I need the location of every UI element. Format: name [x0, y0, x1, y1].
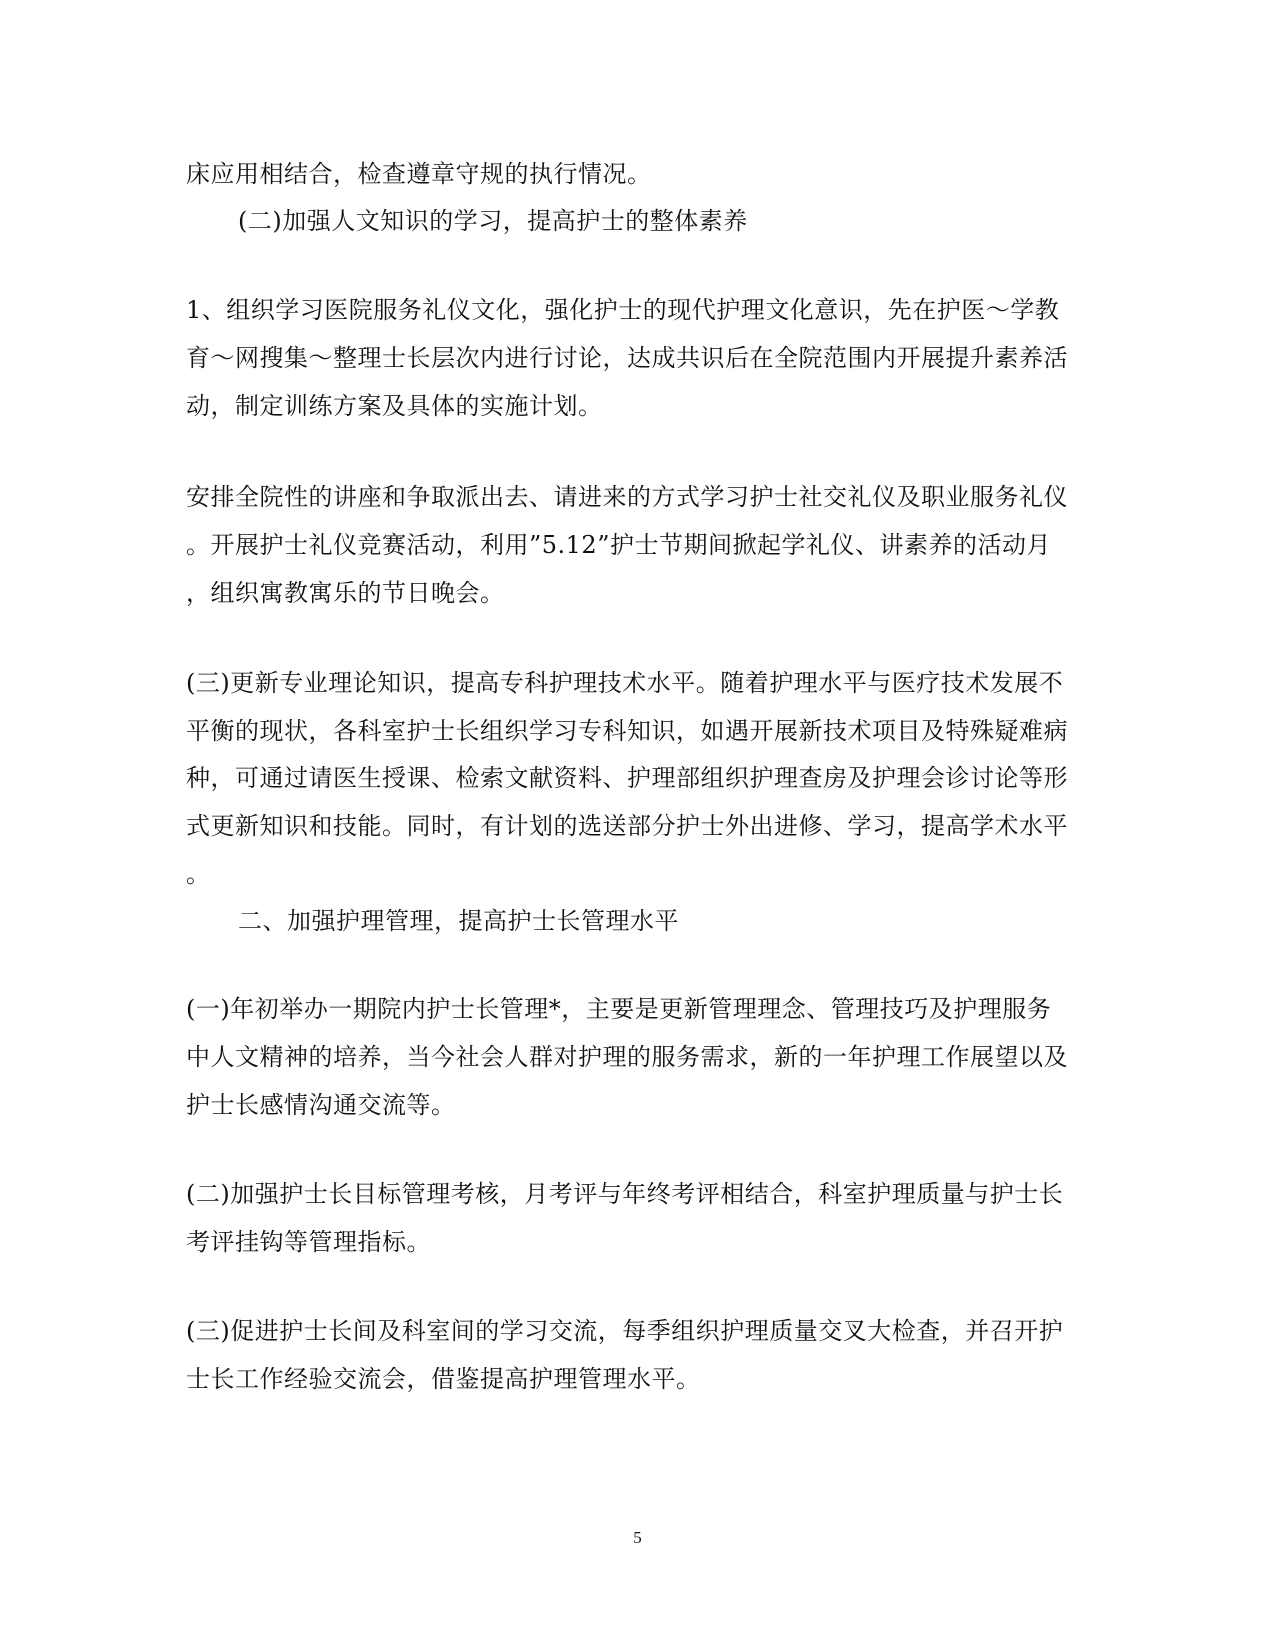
- text-line: 士长工作经验交流会，借鉴提高护理管理水平。: [186, 1365, 701, 1393]
- text-line: ，组织寓教寓乐的节日晚会。: [186, 579, 505, 607]
- text-line: 护士长感情沟通交流等。: [186, 1091, 456, 1119]
- text-line: 床应用相结合，检查遵章守规的执行情况。: [186, 160, 652, 188]
- text-line: (三)促进护士长间及科室间的学习交流，每季组织护理质量交叉大检查，并召开护: [186, 1317, 1064, 1345]
- page-number: 5: [633, 1528, 642, 1547]
- section-heading: 二、加强护理管理，提高护士长管理水平: [238, 907, 679, 935]
- text-line: (一)年初举办一期院内护士长管理*，主要是更新管理理念、管理技巧及护理服务: [186, 995, 1052, 1023]
- text-line: 。开展护士礼仪竞赛活动，利用”5.12”护士节期间掀起学礼仪、讲素养的活动月: [186, 531, 1051, 559]
- text-line: 1、组织学习医院服务礼仪文化，强化护士的现代护理文化意识，先在护医～学教: [186, 296, 1060, 324]
- text-line: 平衡的现状，各科室护士长组织学习专科知识，如遇开展新技术项目及特殊疑难病: [186, 717, 1068, 745]
- section-heading: (二)加强人文知识的学习，提高护士的整体素养: [238, 207, 748, 235]
- text-line: (二)加强护士长目标管理考核，月考评与年终考评相结合，科室护理质量与护士长: [186, 1180, 1064, 1208]
- text-line: 种，可通过请医生授课、检索文献资料、护理部组织护理查房及护理会诊讨论等形: [186, 764, 1068, 792]
- text-line: 育～网搜集～整理士长层次内进行讨论，达成共识后在全院范围内开展提升素养活: [186, 344, 1068, 372]
- text-line: 中人文精神的培养，当今社会人群对护理的服务需求，新的一年护理工作展望以及: [186, 1043, 1068, 1071]
- text-line: 。: [186, 860, 211, 888]
- text-line: 动，制定训练方案及具体的实施计划。: [186, 392, 603, 420]
- text-line: (三)更新专业理论知识，提高专科护理技术水平。随着护理水平与医疗技术发展不: [186, 669, 1064, 697]
- text-line: 安排全院性的讲座和争取派出去、请进来的方式学习护士社交礼仪及职业服务礼仪: [186, 483, 1068, 511]
- text-line: 考评挂钩等管理指标。: [186, 1228, 431, 1256]
- text-line: 式更新知识和技能。同时，有计划的选送部分护士外出进修、学习，提高学术水平: [186, 812, 1068, 840]
